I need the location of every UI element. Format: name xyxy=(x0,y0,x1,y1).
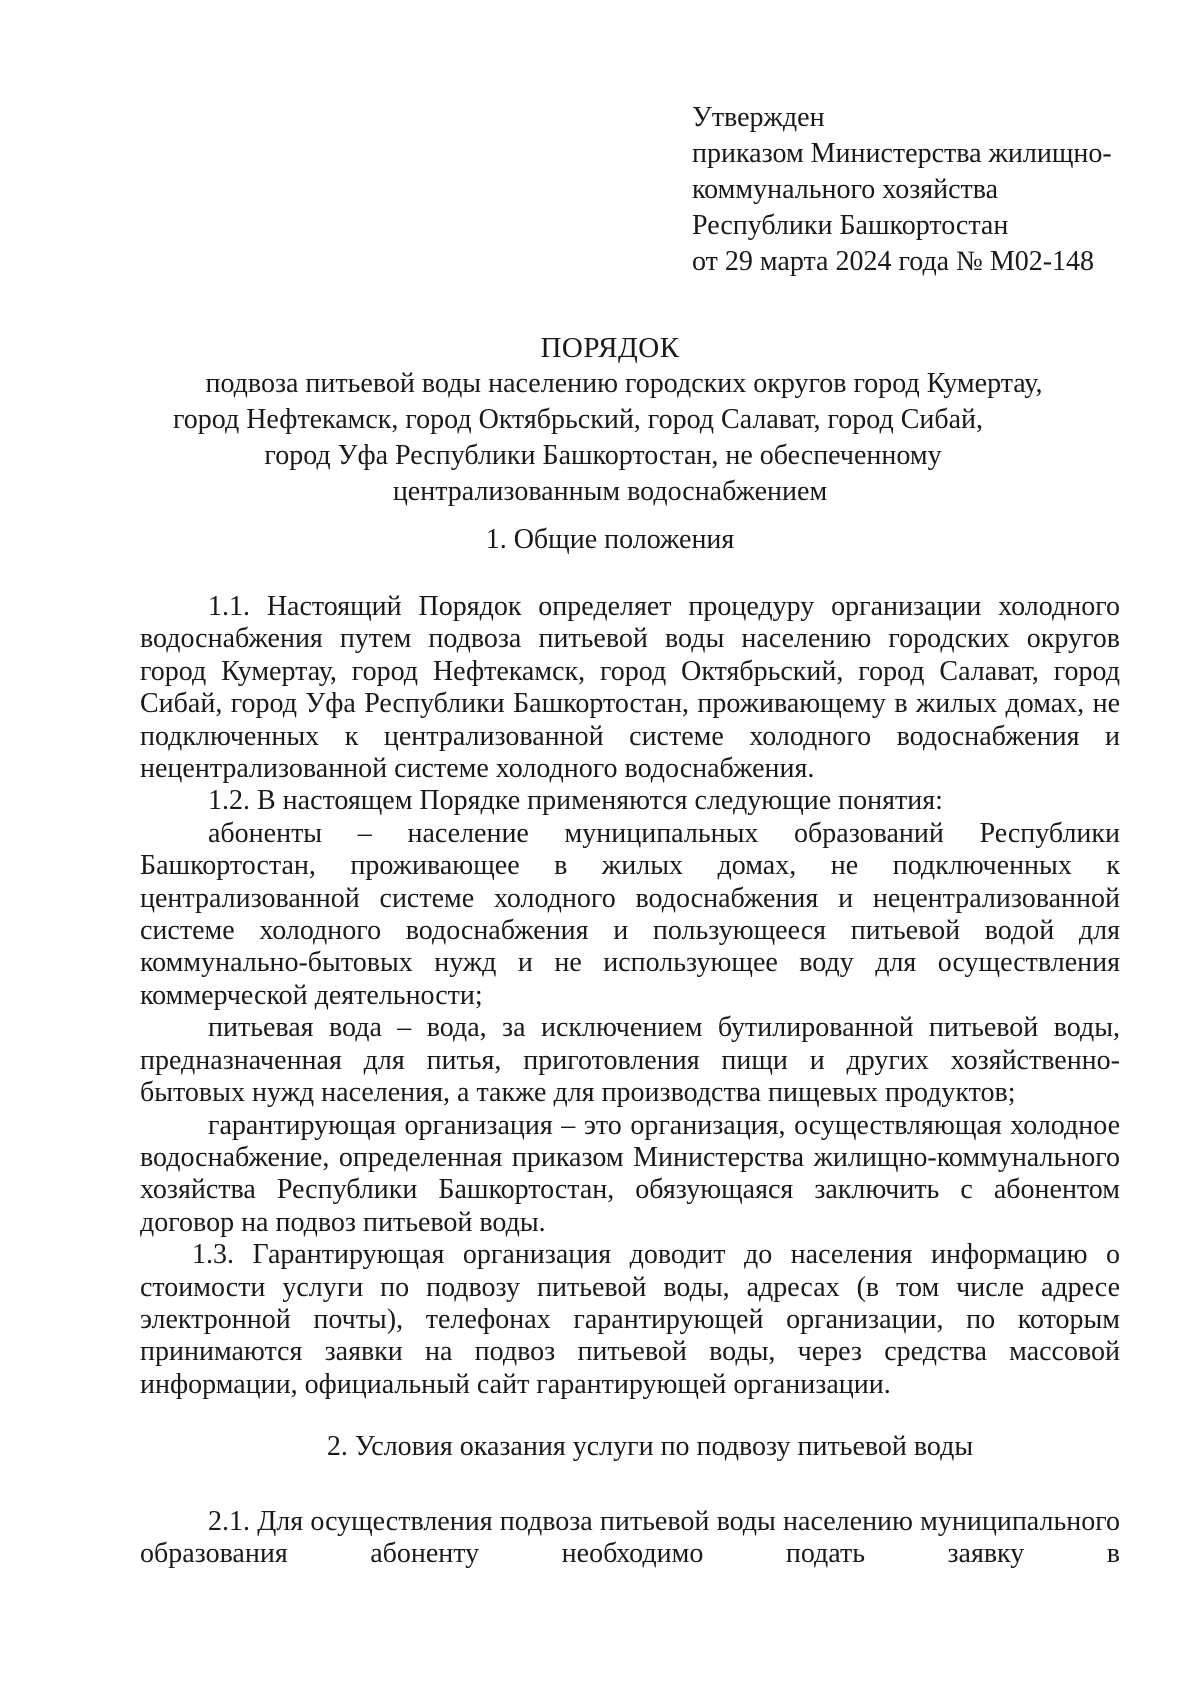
definition-paragraph: гарантирующая организация – это организация, осуществляющая холодное водоснабжение, определенная приказом Министерства жилищно-коммунального хозяйства Республики Башкортостан, обязующаяся заключить с абонентом договор на подвоз питьевой воды. xyxy=(140,1109,1120,1238)
document-subtitle-line: централизованным водоснабжением xyxy=(392,476,828,507)
paragraph: 1.3. Гарантирующая организация доводит до населения информацию о стоимости услуги по подвозу питьевой воды, адресах (в том числе адресе электронной почты), телефонах гарантирующей организации, по которым принимаются заявки на подвоз питьевой воды, через средства массовой информации, официальный сайт гарантирующей организации. xyxy=(140,1239,1120,1400)
document-subtitle-line: город Уфа Республики Башкортостан, не обеспеченному xyxy=(264,440,942,471)
section-heading: 2. Условия оказания услуги по подвозу питьевой воды xyxy=(326,1431,974,1462)
definition-paragraph: абоненты – население муниципальных образований Республики Башкортостан, проживающее в жилых домах, не подключенных к централизованной системе холодного водоснабжения и нецентрализованной системе холодного водоснабжения и пользующееся питьевой водой для коммунально-бытовых нужд и не использующее воду для осуществления коммерческой деятельности; xyxy=(140,817,1120,1011)
document-title: ПОРЯДОК xyxy=(540,332,680,364)
paragraph: 1.2. В настоящем Порядке применяются следующие понятия: xyxy=(208,785,943,817)
document-title-block xyxy=(140,330,1080,510)
approval-line: Утвержден xyxy=(692,102,825,133)
section-heading: 1. Общие положения xyxy=(485,524,735,555)
definition-paragraph: питьевая вода – вода, за исключением бутилированной питьевой воды, предназначенная для питья, приготовления пищи и других хозяйственно-бытовых нужд населения, а также для производства пищевых продуктов; xyxy=(140,1012,1120,1109)
paragraph: 1.1. Настоящий Порядок определяет процедуру организации холодного водоснабжения путем подвоза питьевой воды населению городских округов город Кумертау, город Нефтекамск, город Октябрьский, город Салават, город Сибай, город Уфа Республики Башкортостан, проживающему в жилых домах, не подключенных к централизованной системе холодного водоснабжения и нецентрализованной системе холодного водоснабжения. xyxy=(140,591,1120,785)
approval-stamp xyxy=(692,100,1112,280)
document-subtitle-line: город Нефтекамск, город Октябрьский, город Салават, город Сибай, xyxy=(172,404,984,435)
document-subtitle-line: подвоза питьевой воды населению городских округов город Кумертау, xyxy=(205,368,1043,399)
approval-line: приказом Министерства жилищно- xyxy=(692,138,1112,169)
paragraph: 2.1. Для осуществления подвоза питьевой воды населению муниципального образования абоненту необходимо подать заявку в xyxy=(140,1506,1120,1570)
section-body xyxy=(140,1506,1120,1571)
approval-line: от 29 марта 2024 года № М02-148 xyxy=(692,246,1095,277)
approval-line: Республики Башкортостан xyxy=(692,210,1009,241)
approval-line: коммунального хозяйства xyxy=(692,174,999,205)
section-body xyxy=(140,591,1120,1401)
